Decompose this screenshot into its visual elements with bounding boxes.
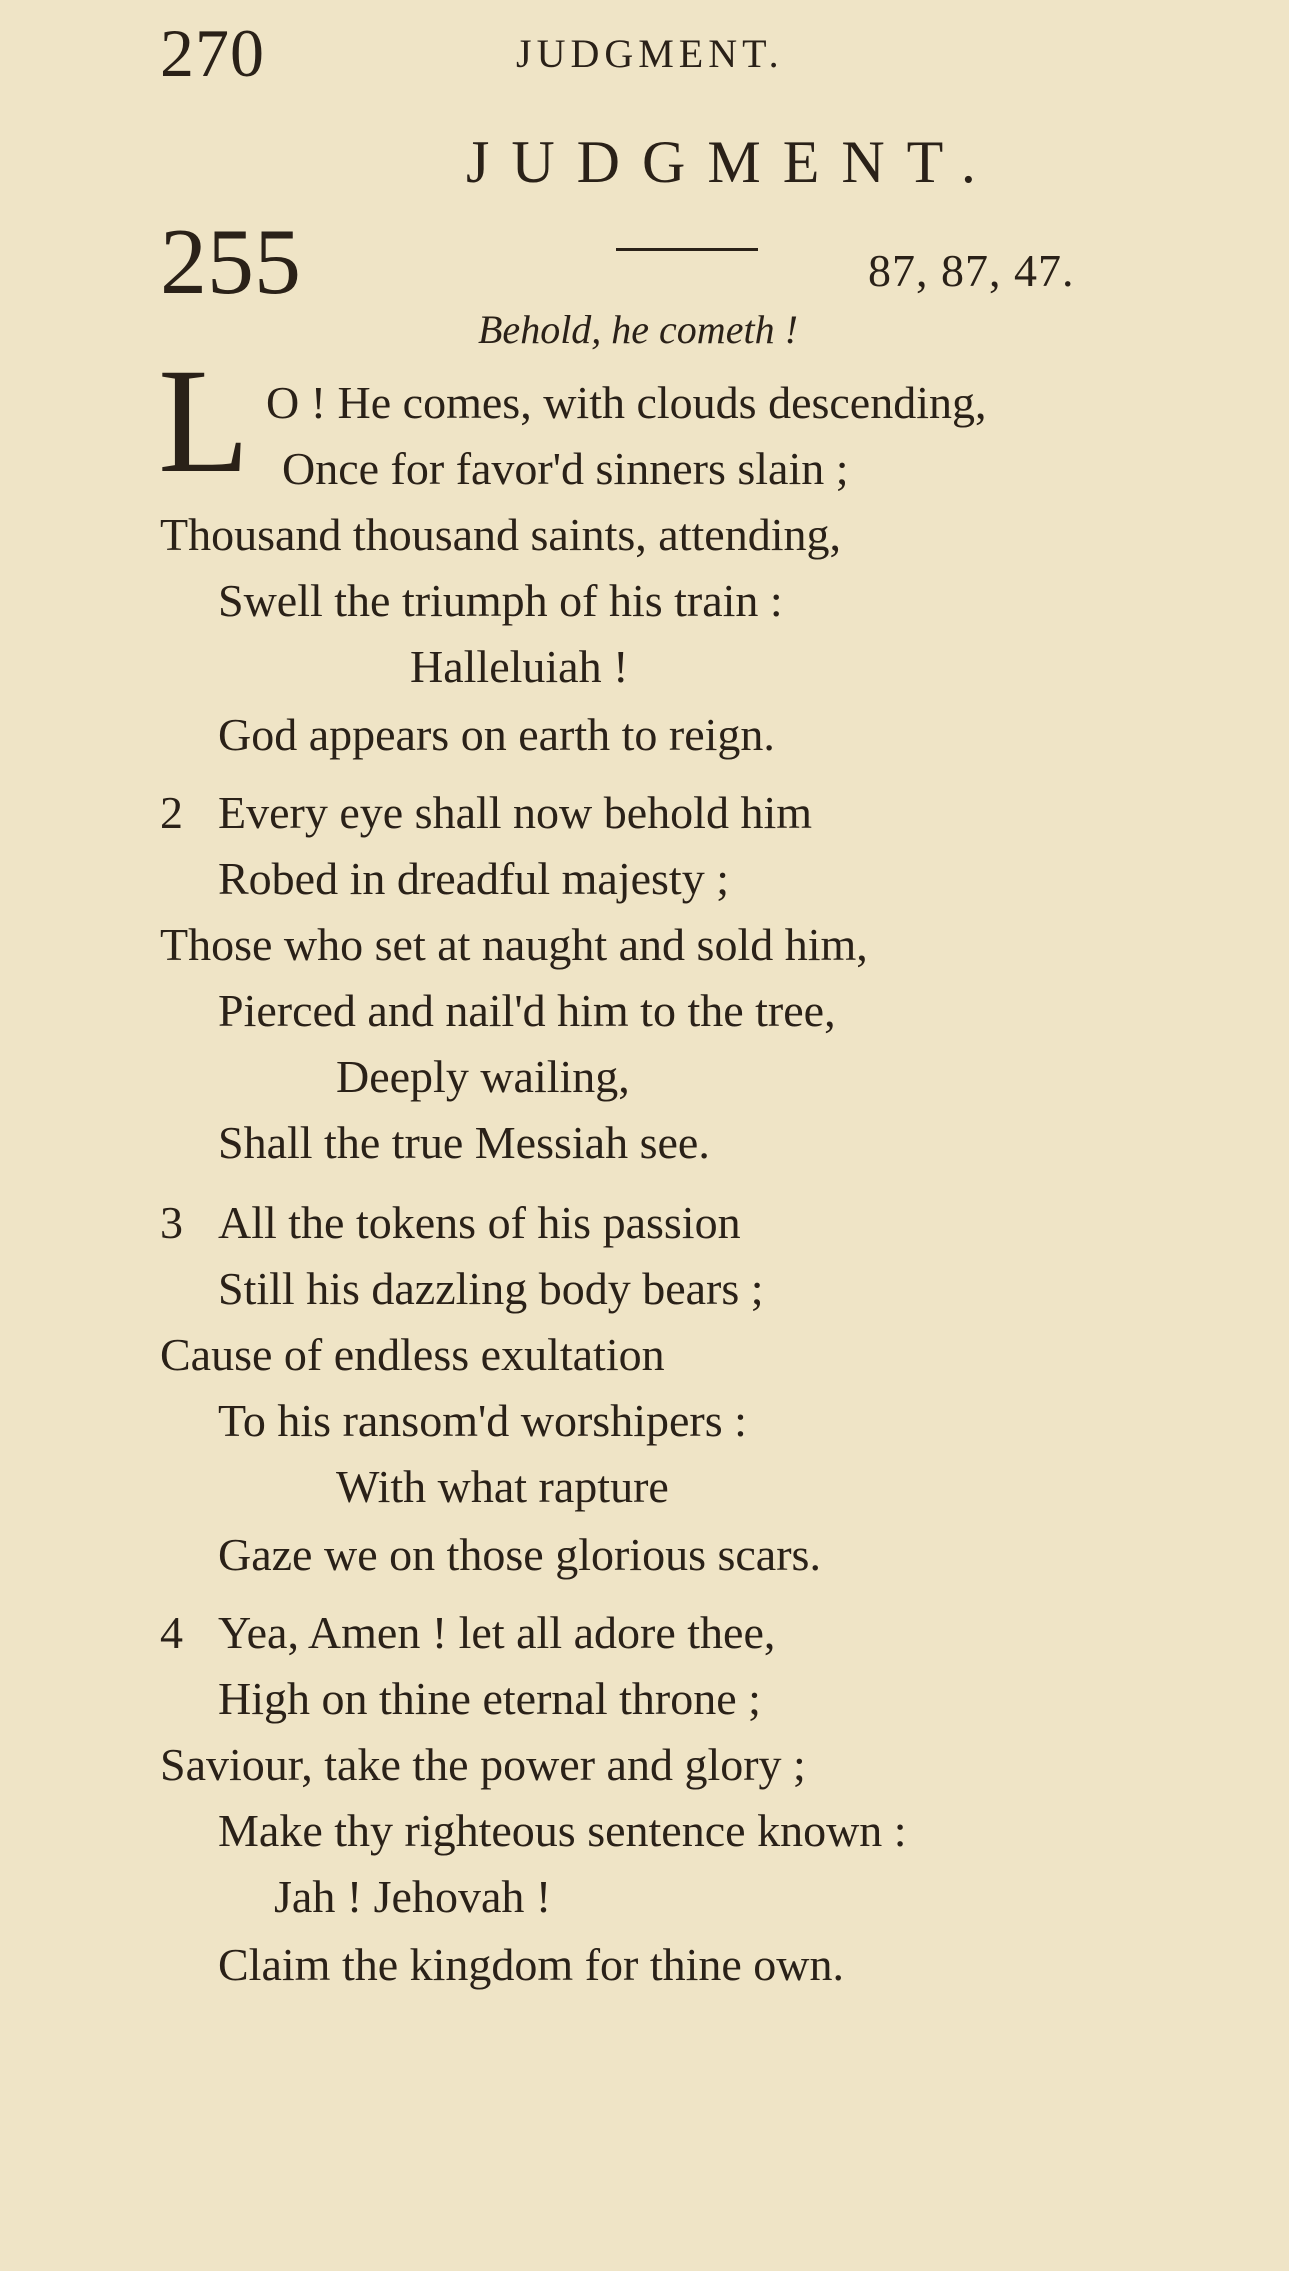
- drop-cap: L: [158, 338, 250, 504]
- stanza-2-line-5: Deeply wailing,: [336, 1051, 630, 1102]
- stanza-3-line-1: 3 All the tokens of his passion: [160, 1197, 741, 1248]
- stanza-2-line-2: Robed in dreadful majesty ;: [218, 853, 729, 904]
- stanza-4-line-5: Jah ! Jehovah !: [274, 1871, 552, 1922]
- stanza-3-line-5: With what rapture: [336, 1461, 669, 1512]
- hymn-subtitle: Behold, he cometh !: [478, 307, 798, 352]
- stanza-number: 3: [160, 1197, 183, 1248]
- stanza-number: 4: [160, 1607, 183, 1658]
- stanza-number: 2: [160, 787, 183, 838]
- stanza-1-line-1: O ! He comes, with clouds descending,: [266, 377, 987, 428]
- stanza-2-line-3: Those who set at naught and sold him,: [160, 919, 868, 970]
- stanza-1-line-4: Swell the triumph of his train :: [218, 575, 783, 626]
- stanza-3-line-6: Gaze we on those glorious scars.: [218, 1529, 821, 1580]
- stanza-1-line-2: Once for favor'd sinners slain ;: [282, 443, 849, 494]
- stanza-2-line-4: Pierced and nail'd him to the tree,: [218, 985, 836, 1036]
- stanza-4-line-3: Saviour, take the power and glory ;: [160, 1739, 806, 1790]
- page-number: 270: [160, 15, 265, 91]
- stanza-2-line-1: 2 Every eye shall now behold him: [160, 787, 813, 838]
- title-rule: [616, 248, 758, 251]
- stanza-4-line-4: Make thy righteous sentence known :: [218, 1805, 907, 1856]
- hymn-meter: 87, 87, 47.: [868, 245, 1075, 296]
- stanza-3-line-4: To his ransom'd worshipers :: [218, 1395, 747, 1446]
- stanza-3-line-2: Still his dazzling body bears ;: [218, 1263, 764, 1314]
- stanza-3-line-3: Cause of endless exultation: [160, 1329, 665, 1380]
- stanza-1-line-5: Halleluiah !: [410, 641, 629, 692]
- stanza-1-line-3: Thousand thousand saints, attending,: [160, 509, 841, 560]
- stanza-1-line-6: God appears on earth to reign.: [218, 709, 775, 760]
- stanza-2-line-6: Shall the true Messiah see.: [218, 1117, 710, 1168]
- stanza-4-line-6: Claim the kingdom for thine own.: [218, 1939, 845, 1990]
- stanza-4-line-1: 4 Yea, Amen ! let all adore thee,: [160, 1607, 776, 1658]
- hymn-number: 255: [160, 210, 301, 314]
- running-head: JUDGMENT.: [516, 31, 784, 76]
- section-title: JUDGMENT.: [466, 129, 998, 195]
- stanza-4-line-2: High on thine eternal throne ;: [218, 1673, 761, 1724]
